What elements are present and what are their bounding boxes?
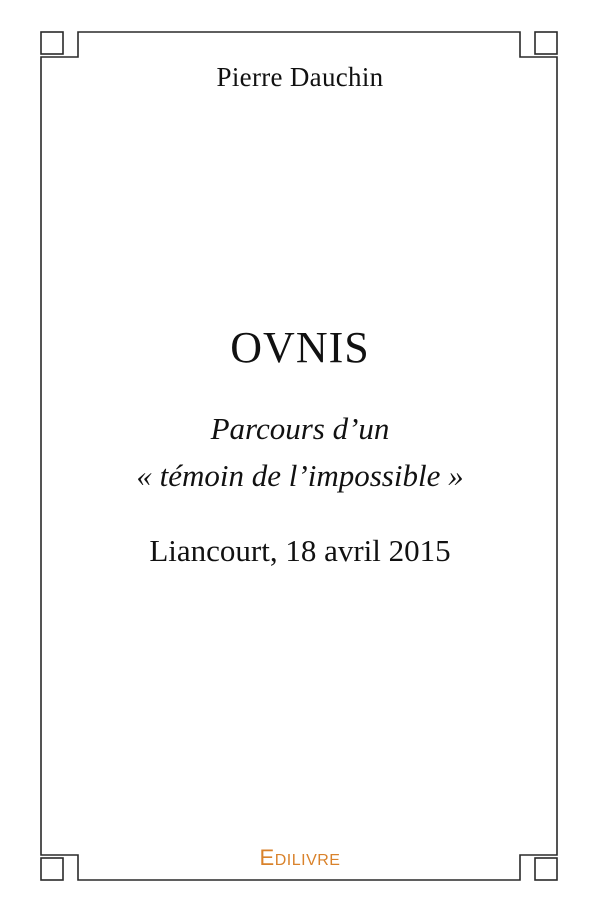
corner-square-top-left <box>41 32 63 54</box>
publisher-name-rest: DILIVRE <box>274 852 341 869</box>
corner-square-top-right <box>535 32 557 54</box>
place-and-date: Liancourt, 18 avril 2015 <box>149 533 451 568</box>
book-title: OVNIS <box>230 323 370 372</box>
publisher-logo <box>0 845 600 871</box>
publisher-initial: E <box>259 845 275 870</box>
subtitle-line-2: « témoin de l’impossible » <box>136 458 464 493</box>
book-subtitle <box>0 405 600 499</box>
author-name: Pierre Dauchin <box>216 62 384 92</box>
subtitle-line-1: Parcours d’un <box>210 411 390 446</box>
